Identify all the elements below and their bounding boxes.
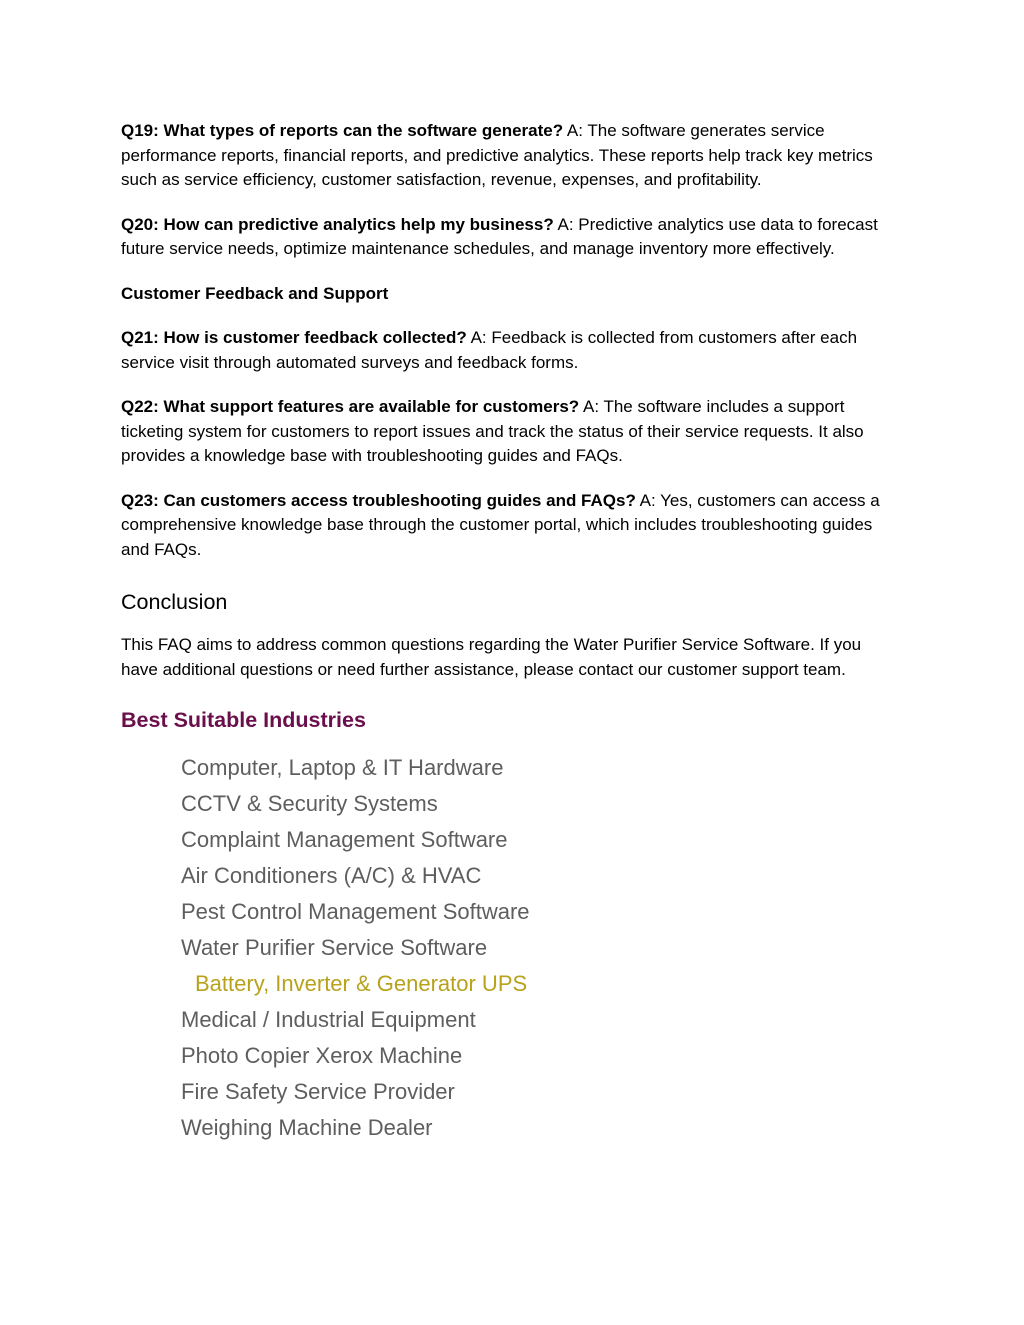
industry-item[interactable]: Complaint Management Software	[181, 827, 508, 852]
industry-item[interactable]: CCTV & Security Systems	[181, 791, 438, 816]
industry-item[interactable]: Water Purifier Service Software	[181, 935, 488, 960]
faq-answer: A: Feedback is collected from customers after each service visit through automated surveys and feedback forms.	[121, 328, 858, 372]
industry-item[interactable]: Weighing Machine Dealer	[181, 1115, 433, 1140]
industry-item-highlighted[interactable]: Battery, Inverter & Generator UPS	[195, 971, 528, 996]
faq-question: Q21: How is customer feedback collected?	[121, 328, 467, 347]
industry-item[interactable]: Pest Control Management Software	[181, 899, 530, 924]
faq-answer: A: Predictive analytics use data to forecast future service needs, optimize maintenance schedules, and manage inventory more effectively.	[121, 214, 878, 258]
faq-answer: A: The software generates service performance reports, financial reports, and predictive analytics. These reports help track key metrics such as service efficiency, customer satisfaction, revenue, expenses, and profitability.	[121, 121, 873, 189]
industry-list	[181, 750, 901, 1146]
faq-question: Q23: Can customers access troubleshooting guides and FAQs?	[121, 490, 636, 510]
document-page	[121, 119, 901, 1146]
conclusion-heading: Conclusion	[121, 590, 228, 614]
faq-question: Q22: What support features are available for customers?	[121, 397, 580, 416]
faq-q23	[121, 489, 901, 563]
industry-item[interactable]: Medical / Industrial Equipment	[181, 1007, 476, 1032]
faq-question: Q19: What types of reports can the software generate?	[121, 121, 564, 140]
industries-heading: Best Suitable Industries	[121, 708, 366, 732]
industry-item[interactable]: Photo Copier Xerox Machine	[181, 1043, 463, 1068]
faq-answer: A: The software includes a support ticketing system for customers to report issues and track the status of their service requests. It also provides a knowledge base with troubleshooting guides and FAQs.	[121, 397, 864, 465]
faq-q21	[121, 326, 901, 375]
faq-q22	[121, 395, 901, 469]
industry-item[interactable]: Fire Safety Service Provider	[181, 1079, 455, 1104]
industry-item[interactable]: Computer, Laptop & IT Hardware	[181, 755, 504, 780]
faq-q19	[121, 119, 901, 193]
conclusion-text: This FAQ aims to address common questions regarding the Water Purifier Service Software. If you have additional questions or need further assistance, please contact our customer support team.	[121, 635, 862, 679]
faq-question: Q20: How can predictive analytics help my business?	[121, 214, 554, 234]
faq-answer: A: Yes, customers can access a comprehensive knowledge base through the customer portal, which includes troubleshooting guides and FAQs.	[121, 490, 880, 559]
industry-item[interactable]: Air Conditioners (A/C) & HVAC	[181, 863, 482, 888]
faq-q20	[121, 213, 901, 262]
feedback-section-title: Customer Feedback and Support	[121, 283, 389, 303]
